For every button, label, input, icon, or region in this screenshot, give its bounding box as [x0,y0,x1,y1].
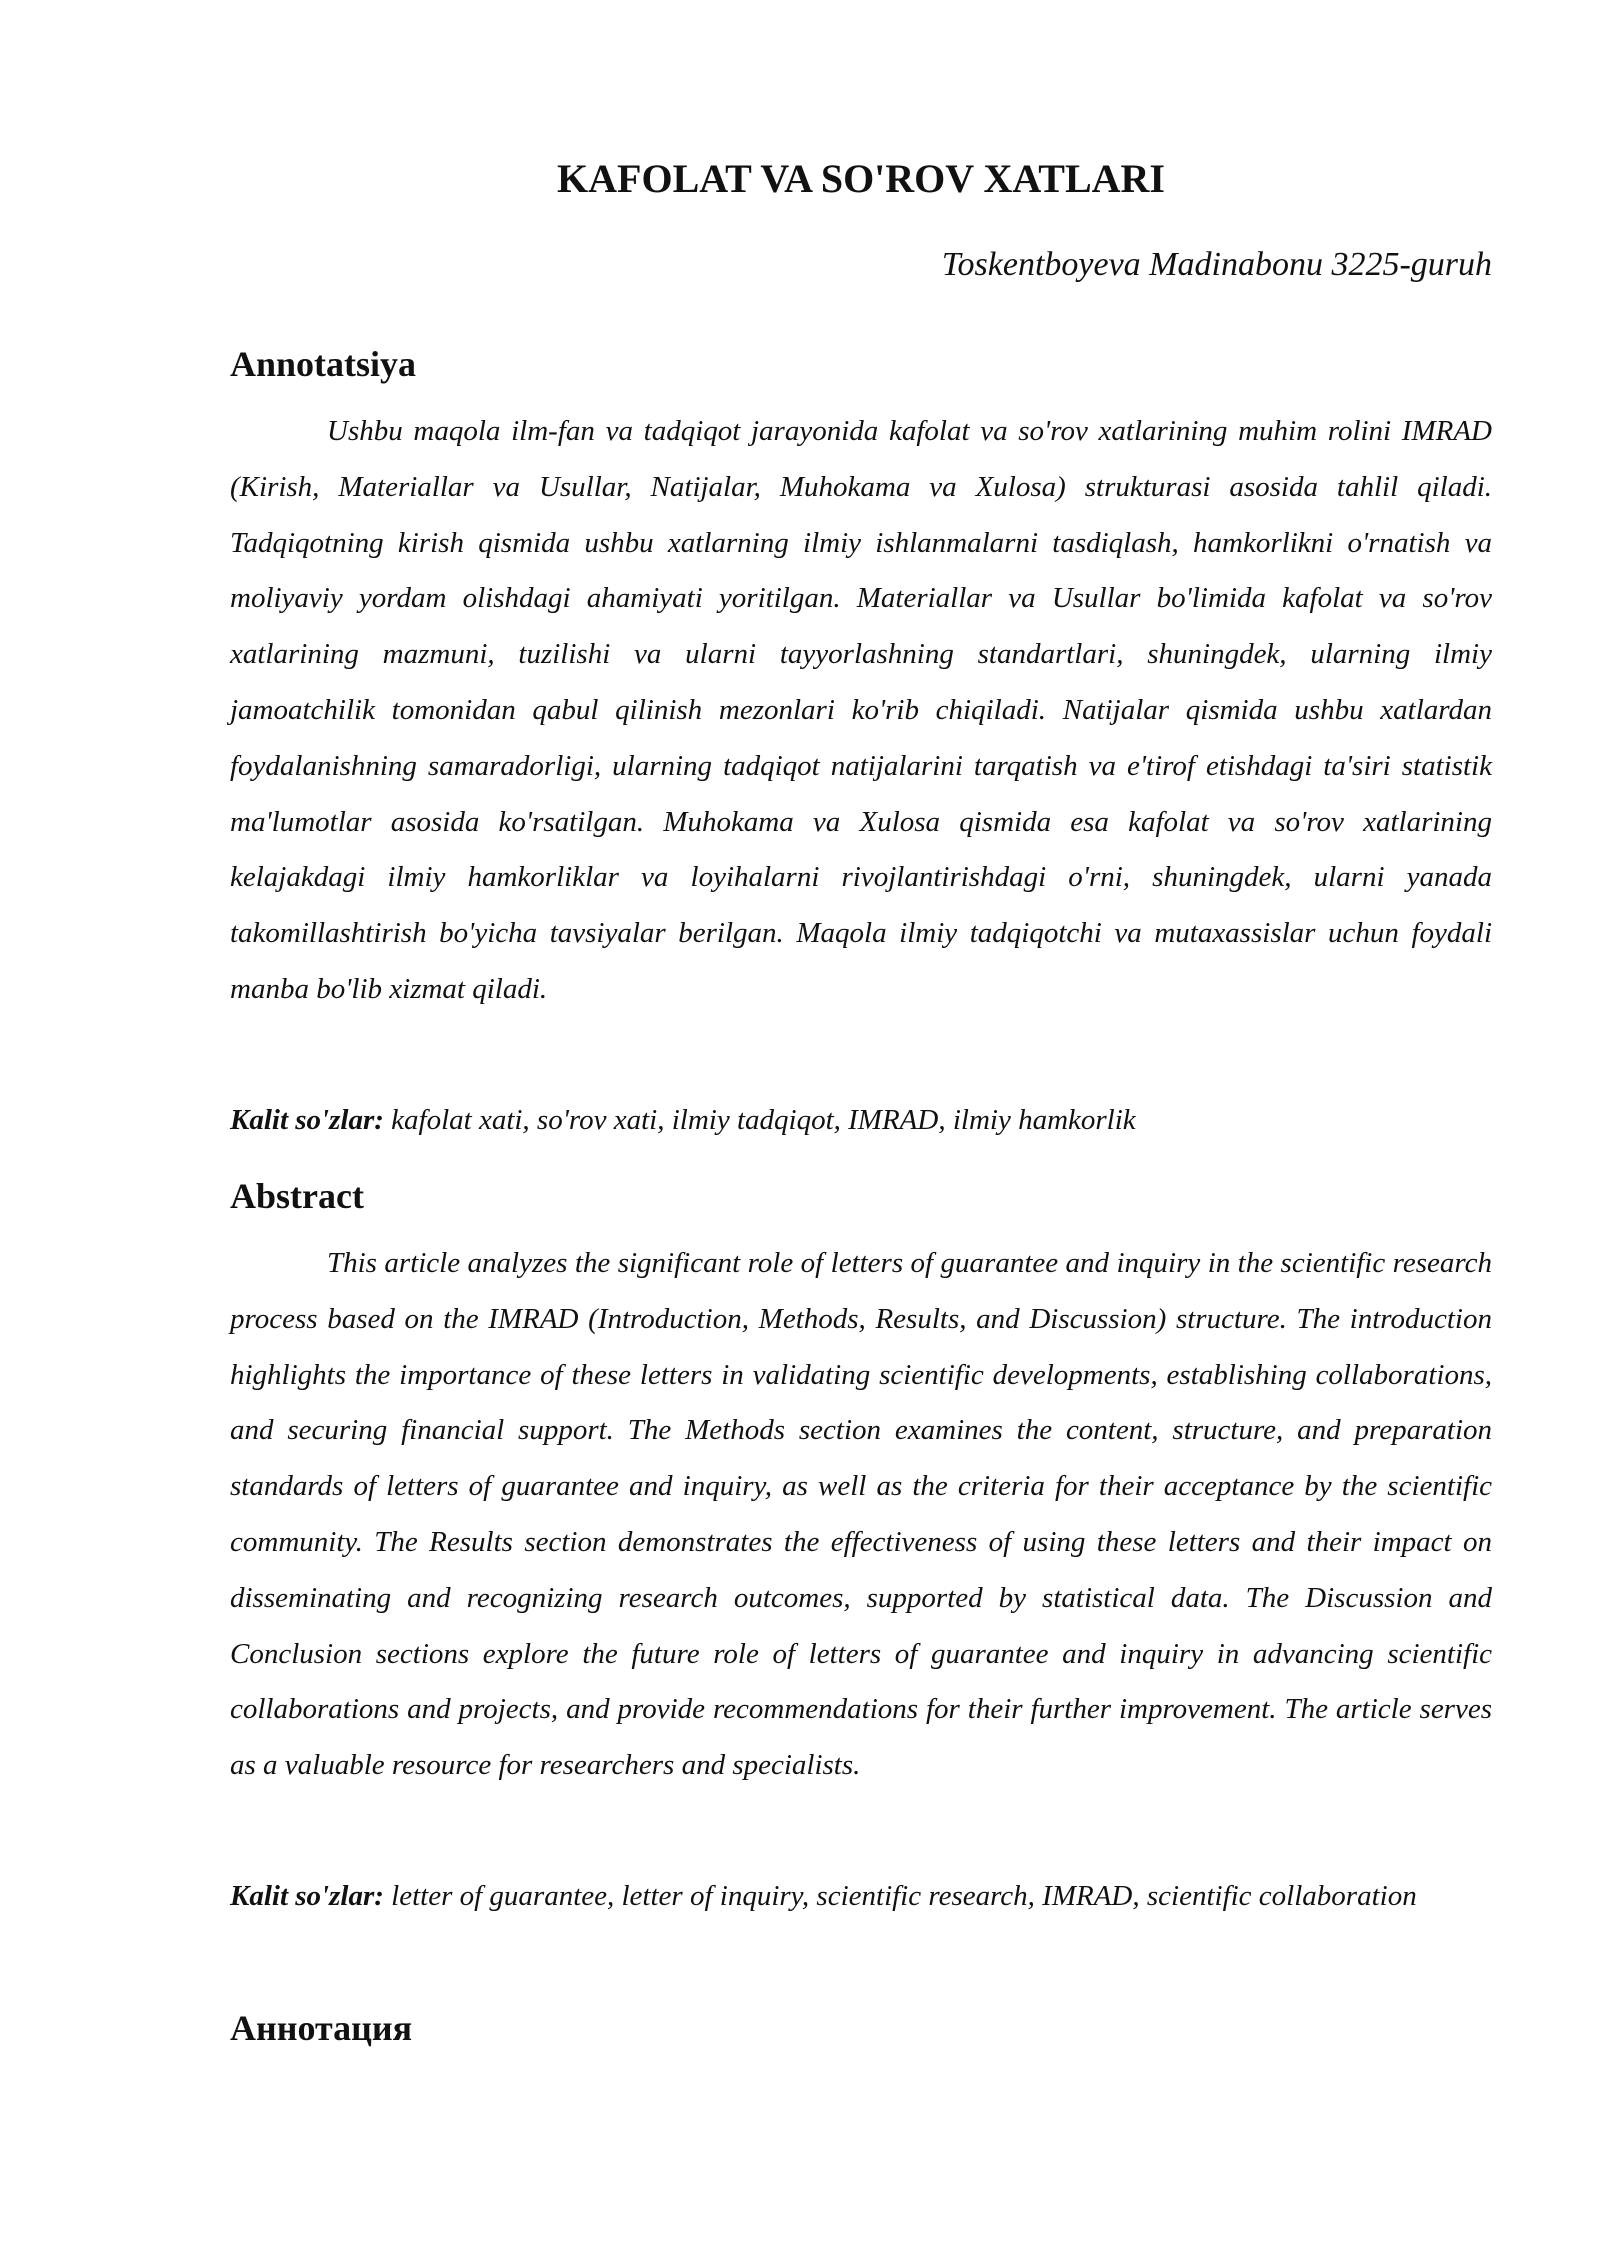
abstract-keywords [230,1869,1492,1925]
keywords-list: kafolat xati, so'rov xati, ilmiy tadqiqot, IMRAD, ilmiy hamkorlik [383,1104,1136,1136]
heading-abstract: Abstract [230,1176,364,1216]
heading-annotatsiya: Annotatsiya [230,344,417,384]
heading-annotatsiya-ru: Аннотация [230,2008,413,2048]
keywords-label: Kalit so'zlar: [230,1880,384,1912]
paper-title: KAFOLAT VA SO'ROV XATLARI [557,156,1165,201]
keywords-list: letter of guarantee, letter of inquiry, scientific research, IMRAD, scientific collaboration [383,1880,1417,1912]
annotatsiya-keywords [230,1093,1492,1149]
keywords-label: Kalit so'zlar: [230,1104,384,1136]
abstract-body: This article analyzes the significant role of letters of guarantee and inquiry in the scientific research process based on the IMRAD (Introduction, Methods, Results, and Discussion) structure. The introduction highlights the importance of these letters in validating scientific developments, establishing collaborations, and securing financial support. The Methods section examines the content, structure, and preparation standards of letters of guarantee and inquiry, as well as the criteria for their acceptance by the scientific community. The Results section demonstrates the effectiveness of using these letters and their impact on disseminating and recognizing research outcomes, supported by statistical data. The Discussion and Conclusion sections explore the future role of letters of guarantee and inquiry in advancing scientific collaborations and projects, and provide recommendations for their further improvement. The article serves as a valuable resource for researchers and specialists. [230,1247,1492,1782]
annotatsiya-body: Ushbu maqola ilm-fan va tadqiqot jarayonida kafolat va so'rov xatlarining muhim rolini IMRAD (Kirish, Materiallar va Usullar, Natijalar, Muhokama va Xulosa) strukturasi asosida tahlil qiladi. Tadqiqotning kirish qismida ushbu xatlarning ilmiy ishlanmalarni tasdiqlash, hamkorlikni o'rnatish va moliyaviy yordam olishdagi ahamiyati yoritilgan. Materiallar va Usullar bo'limida kafolat va so'rov xatlarining mazmuni, tuzilishi va ularni tayyorlashning standartlari, shuningdek, ularning ilmiy jamoatchilik tomonidan qabul qilinish mezonlari ko'rib chiqiladi. Natijalar qismida ushbu xatlardan foydalanishning samaradorligi, ularning tadqiqot natijalarini tarqatish va e'tirof etishdagi ta'siri statistik ma'lumotlar asosida ko'rsatilgan. Muhokama va Xulosa qismida esa kafolat va so'rov xatlarining kelajakdagi ilmiy hamkorliklar va loyihalarni rivojlantirishdagi o'rni, shuningdek, ularni yanada takomillashtirish bo'yicha tavsiyalar berilgan. Maqola ilmiy tadqiqotchi va mutaxassislar uchun foydali manba bo'lib xizmat qiladi. [230,415,1492,1005]
author-line: Toskentboyeva Madinabonu 3225-guruh [941,246,1492,283]
